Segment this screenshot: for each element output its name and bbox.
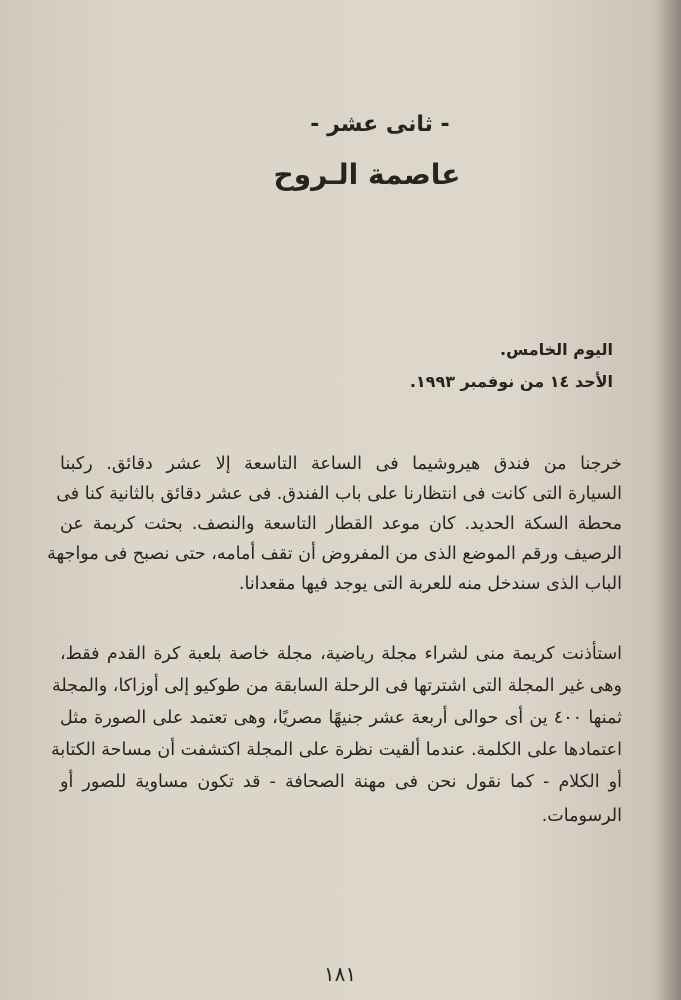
dateline-day: اليوم الخامس. xyxy=(500,340,613,359)
paragraph-2-line: وهى غير المجلة التى اشترتها فى الرحلة السابقة من طوكيو إلى أوزاكا، والمجلة xyxy=(52,676,622,696)
paragraph-2-line: الرسومات. xyxy=(541,806,622,826)
paragraph-1-line: الرصيف ورقم الموضع الذى من المفروض أن تقف أمامه، حتى نصبح فى مواجهة xyxy=(47,544,622,564)
chapter-title: عاصمة الـروح xyxy=(273,158,461,191)
page-number: ١٨١ xyxy=(323,962,357,986)
dateline-date: الأحد ١٤ من نوفمبر ١٩٩٣. xyxy=(409,372,613,391)
paragraph-1-line: خرجنا من فندق هيروشيما فى الساعة التاسعة إلا عشر دقائق. ركبنا xyxy=(60,454,622,474)
paragraph-1-line: السيارة التى كانت فى انتظارنا على باب الفندق. فى عشر دقائق بالثانية كنا فى xyxy=(56,484,622,504)
paragraph-2-line: استأذنت كريمة منى لشراء مجلة رياضية، مجلة خاصة بلعبة كرة القدم فقط، xyxy=(60,644,622,664)
paragraph-1-line: الباب الذى سندخل منه للعربة التى يوجد فيها مقعدانا. xyxy=(238,574,622,594)
paragraph-2-line: أو الكلام - كما نقول نحن فى مهنة الصحافة - قد تكون مساوية للصور أو xyxy=(60,772,622,792)
paragraph-2-line: اعتمادها على الكلمة. عندما ألقيت نظرة على المجلة اكتشفت أن مساحة الكتابة xyxy=(51,740,622,760)
paragraph-2-line: ثمنها ٤٠٠ ين أى حوالى أربعة عشر جنيهًا مصريًا، وهى تعتمد على الصورة مثل xyxy=(60,708,622,728)
chapter-number: - ثانى عشر - xyxy=(310,112,450,137)
paragraph-1-line: محطة السكة الحديد. كان موعد القطار التاسعة والنصف. بحثت كريمة عن xyxy=(60,514,622,534)
